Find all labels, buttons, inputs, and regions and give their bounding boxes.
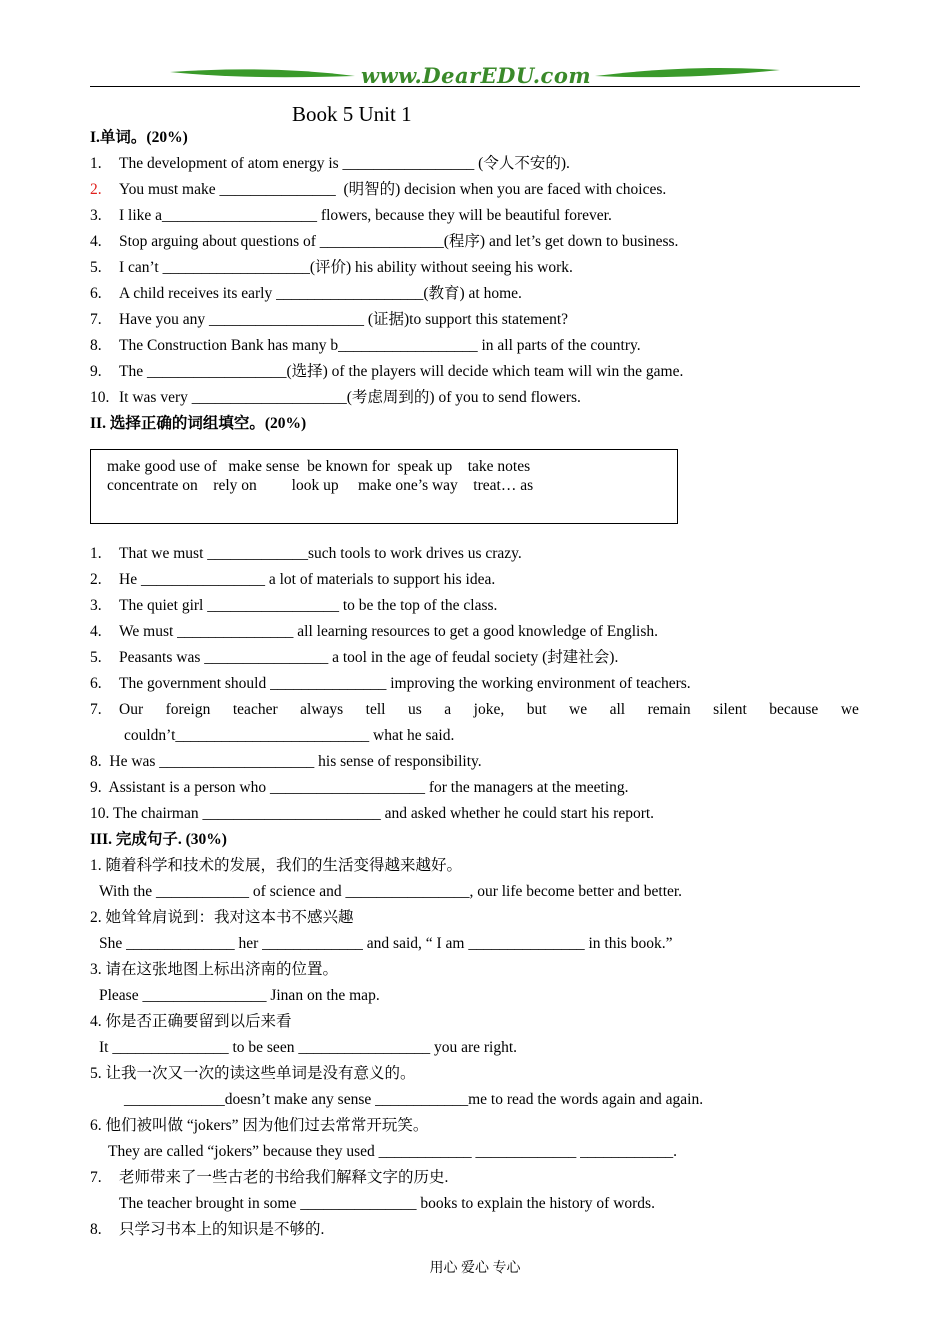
s2-item-7-line: [119, 700, 859, 720]
s1-item-num: 1.: [90, 155, 102, 172]
logo-text: www.DearEDU.com: [360, 63, 592, 88]
s1-item-num: 10.: [90, 389, 110, 406]
phrase-box-line: concentrate on rely on look up make one’s way treat… as: [107, 477, 534, 494]
s2-item-text: We must _______________ all learning resources to get a good knowledge of English.: [119, 623, 658, 640]
s2-item-num: 3.: [90, 597, 102, 614]
section-3-heading: III. 完成句子. (30%): [90, 831, 227, 848]
s3-q2-chinese: 2. 她耸耸肩说到：我对这本书不感兴趣: [90, 909, 354, 926]
s1-item-text: Have you any ____________________ (证据)to support this statement?: [119, 311, 569, 328]
s1-item-num: 9.: [90, 363, 102, 380]
s2-item-10: 10. The chairman _______________________ and asked whether he could start his report.: [90, 805, 655, 822]
s1-item-num: 6.: [90, 285, 102, 302]
s2-item-9: 9. Assistant is a person who ____________________ for the managers at the meeting.: [90, 779, 629, 796]
word: a: [444, 701, 452, 718]
s3-q6-english: They are called “jokers” because they used ____________ _____________ ____________.: [108, 1143, 678, 1160]
s3-q8-num: 8.: [90, 1221, 102, 1238]
section-2-heading: II. 选择正确的词组填空。(20%): [90, 415, 307, 432]
s3-q6-chinese: 6. 他们被叫做 “jokers” 因为他们过去常常开玩笑。: [90, 1117, 429, 1134]
word: we: [569, 701, 588, 718]
word: foreign: [165, 701, 211, 718]
s3-q7-chinese: 老师带来了一些古老的书给我们解释文字的历史.: [119, 1169, 449, 1186]
s2-item-text: That we must _____________such tools to work drives us crazy.: [119, 545, 522, 562]
s1-item-text: I can’t ___________________(评价) his ability without seeing his work.: [119, 259, 573, 276]
s2-item-num: 4.: [90, 623, 102, 640]
s1-item-text: Stop arguing about questions of ________________(程序) and let’s get down to business.: [119, 233, 679, 250]
s1-item-text: The Construction Bank has many b__________________ in all parts of the country.: [119, 337, 641, 354]
word: but: [526, 701, 547, 718]
word: joke,: [473, 701, 505, 718]
s3-q4-english: It _______________ to be seen _________________ you are right.: [99, 1039, 518, 1056]
s3-q2-english: She ______________ her _____________ and said, “ I am _______________ in this book.”: [99, 935, 673, 952]
page-footer: 用心 爱心 专心: [429, 1261, 521, 1276]
s1-item-text: The __________________(选择) of the players will decide which team will win the game.: [119, 363, 684, 380]
s2-item-num: 5.: [90, 649, 102, 666]
s3-q8-chinese: 只学习书本上的知识是不够的.: [119, 1221, 325, 1238]
word: Our: [119, 701, 144, 718]
s1-item-num: 2.: [90, 181, 102, 198]
s3-q7-num: 7.: [90, 1169, 102, 1186]
header-rule: [90, 86, 860, 87]
s3-q7-english: The teacher brought in some _______________ books to explain the history of words.: [119, 1195, 655, 1212]
s3-q5-english: _____________doesn’t make any sense ____________me to read the words again and again.: [124, 1091, 704, 1108]
s3-q3-chinese: 3. 请在这张地图上标出济南的位置。: [90, 961, 339, 978]
s1-item-text: You must make _______________ (明智的) decision when you are faced with choices.: [119, 181, 667, 198]
s1-item-text: A child receives its early ___________________(教育) at home.: [119, 285, 522, 302]
s2-item-num: 2.: [90, 571, 102, 588]
s1-item-num: 5.: [90, 259, 102, 276]
section-1-heading: I.单词。(20%): [90, 129, 188, 146]
s3-q3-english: Please ________________ Jinan on the map.: [99, 987, 380, 1004]
s1-item-text: I like a____________________ flowers, because they will be beautiful forever.: [119, 207, 612, 224]
word: because: [769, 701, 819, 718]
s1-item-text: The development of atom energy is _________________ (令人不安的).: [119, 155, 570, 172]
s3-q1-chinese: 1. 随着科学和技术的发展，我们的生活变得越来越好。: [90, 857, 463, 874]
word: always: [300, 701, 344, 718]
s2-item-8: 8. He was ____________________ his sense of responsibility.: [90, 753, 482, 770]
page-title: Book 5 Unit 1: [292, 102, 412, 126]
s2-item-num: 7.: [90, 701, 102, 718]
s3-q1-english: With the ____________ of science and ________________, our life become better and better.: [99, 883, 683, 900]
word: all: [609, 701, 626, 718]
s2-item-text: The government should _______________ improving the working environment of teachers.: [119, 675, 691, 692]
word: silent: [713, 701, 747, 718]
s2-item-num: 6.: [90, 675, 102, 692]
s2-item-num: 1.: [90, 545, 102, 562]
s2-item-text: He ________________ a lot of materials to support his idea.: [119, 571, 496, 588]
word: remain: [647, 701, 691, 718]
s1-item-text: It was very ____________________(考虑周到的) of you to send flowers.: [119, 389, 581, 406]
s2-item-7-continuation: couldn’t_________________________ what he said.: [124, 727, 455, 744]
word: tell: [365, 701, 386, 718]
s3-q5-chinese: 5. 让我一次又一次的读这些单词是没有意义的。: [90, 1065, 416, 1082]
word: us: [407, 701, 422, 718]
s3-q4-chinese: 4. 你是否正确要留到以后来看: [90, 1013, 292, 1030]
s2-item-text: Peasants was ________________ a tool in the age of feudal society (封建社会).: [119, 649, 619, 666]
s1-item-num: 8.: [90, 337, 102, 354]
word: teacher: [232, 701, 278, 718]
s2-item-text: The quiet girl _________________ to be the top of the class.: [119, 597, 498, 614]
word: we: [840, 701, 859, 718]
s1-item-num: 4.: [90, 233, 102, 250]
phrase-box-line: make good use of make sense be known for speak up take notes: [107, 458, 531, 475]
s1-item-num: 7.: [90, 311, 102, 328]
s1-item-num: 3.: [90, 207, 102, 224]
